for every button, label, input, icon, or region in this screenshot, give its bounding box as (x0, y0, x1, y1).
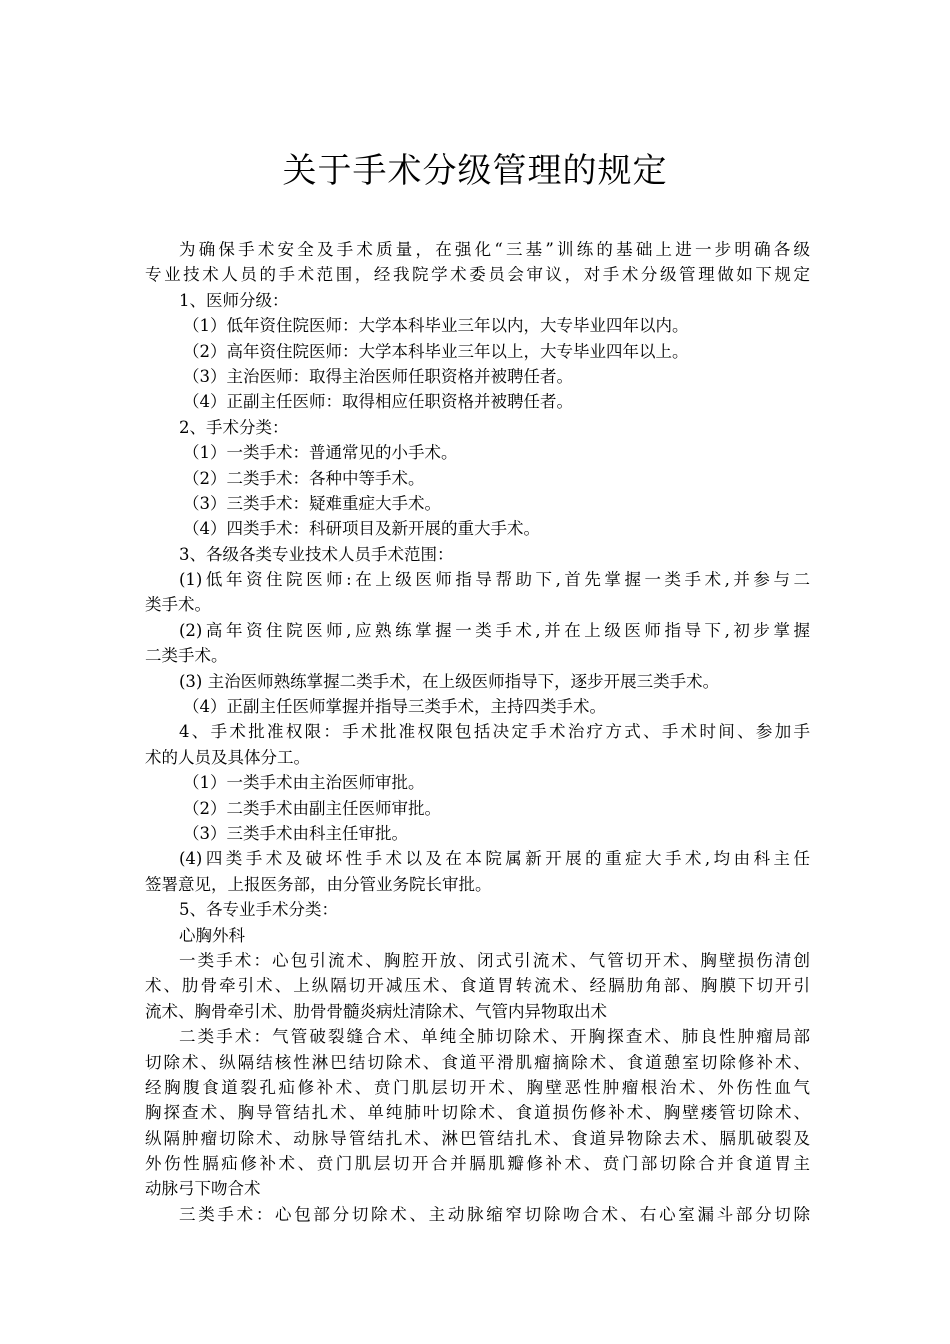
text-line: 二类手术：气管破裂缝合术、单纯全肺切除术、开胸探查术、肺良性肿瘤局部 (179, 1027, 810, 1047)
text-line: 流术、胸骨牵引术、肋骨骨髓炎病灶清除术、气管内异物取出术 (145, 1001, 607, 1021)
text-line: 签署意见，上报医务部，由分管业务院长审批。 (145, 874, 492, 894)
text-line: （1）低年资住院医师：大学本科毕业三年以内，大专毕业四年以内。 (183, 316, 689, 336)
text-line: （4）正副主任医师：取得相应任职资格并被聘任者。 (183, 392, 573, 412)
text-line: 纵隔肿瘤切除术、动脉导管结扎术、淋巴管结扎术、食道异物除去术、膈肌破裂及 (145, 1128, 810, 1148)
text-line: 1、医师分级： (179, 290, 289, 310)
text-line: （3）主治医师：取得主治医师任职资格并被聘任者。 (183, 366, 573, 386)
text-line: 胸探查术、胸导管结扎术、单纯肺叶切除术、食道损伤修补术、胸壁瘘管切除术、 (145, 1103, 810, 1123)
text-line: （1）一类手术由主治医师审批。 (183, 773, 425, 793)
document-body (145, 237, 810, 1227)
text-line: （4）正副主任医师掌握并指导三类手术，主持四类手术。 (183, 697, 606, 717)
text-line: 4、手术批准权限：手术批准权限包括决定手术治疗方式、手术时间、参加手 (179, 722, 810, 742)
text-line: (2)高年资住院医师,应熟练掌握一类手术,并在上级医师指导下,初步掌握 (179, 620, 810, 640)
text-line: 切除术、纵隔结核性淋巴结切除术、食道平滑肌瘤摘除术、食道憩室切除修补术、 (145, 1052, 810, 1072)
text-line: 5、各专业手术分类： (179, 900, 338, 920)
text-line: （2）二类手术：各种中等手术。 (183, 468, 425, 488)
text-line: （3）三类手术：疑难重症大手术。 (183, 493, 441, 513)
text-line: 三类手术：心包部分切除术、主动脉缩窄切除吻合术、右心室漏斗部分切除 (179, 1204, 810, 1224)
text-line: 术的人员及具体分工。 (145, 747, 310, 767)
text-line: 外伤性膈疝修补术、贲门肌层切开合并膈肌瓣修补术、贲门部切除合并食道胃主 (145, 1154, 810, 1174)
text-line: 术、肋骨牵引术、上纵隔切开减压术、食道胃转流术、经膈肋角部、胸膜下切开引 (145, 976, 810, 996)
text-line: (4)四类手术及破坏性手术以及在本院属新开展的重症大手术,均由科主任 (179, 849, 810, 869)
text-line: 3、各级各类专业技术人员手术范围： (179, 544, 454, 564)
text-line: 经胸腹食道裂孔疝修补术、贲门肌层切开术、胸壁恶性肿瘤根治术、外伤性血气 (145, 1077, 810, 1097)
text-line: 心胸外科 (179, 925, 245, 945)
text-line: 动脉弓下吻合术 (145, 1179, 261, 1199)
text-line: （2）二类手术由副主任医师审批。 (183, 798, 441, 818)
text-line: 2、手术分类： (179, 417, 289, 437)
text-line: （2）高年资住院医师：大学本科毕业三年以上，大专毕业四年以上。 (183, 341, 689, 361)
document-title: 关于手术分级管理的规定 (282, 151, 668, 191)
text-line: 二类手术。 (145, 646, 228, 666)
text-line: （3）三类手术由科主任审批。 (183, 823, 408, 843)
text-line: （4）四类手术：科研项目及新开展的重大手术。 (183, 519, 540, 539)
text-line: 类手术。 (145, 595, 211, 615)
text-line: 为确保手术安全及手术质量，在强化“三基”训练的基础上进一步明确各级 (179, 240, 810, 259)
text-line: 一类手术：心包引流术、胸腔开放、闭式引流术、气管切开术、胸壁损伤清创 (179, 950, 810, 970)
text-line: （1）一类手术：普通常见的小手术。 (183, 443, 458, 463)
text-line: (3) 主治医师熟练掌握二类手术，在上级医师指导下，逐步开展三类手术。 (179, 671, 720, 691)
text-line: (1)低年资住院医师:在上级医师指导帮助下,首先掌握一类手术,并参与二 (179, 570, 810, 590)
text-line: 专业技术人员的手术范围，经我院学术委员会审议，对手术分级管理做如下规定 (145, 265, 810, 285)
